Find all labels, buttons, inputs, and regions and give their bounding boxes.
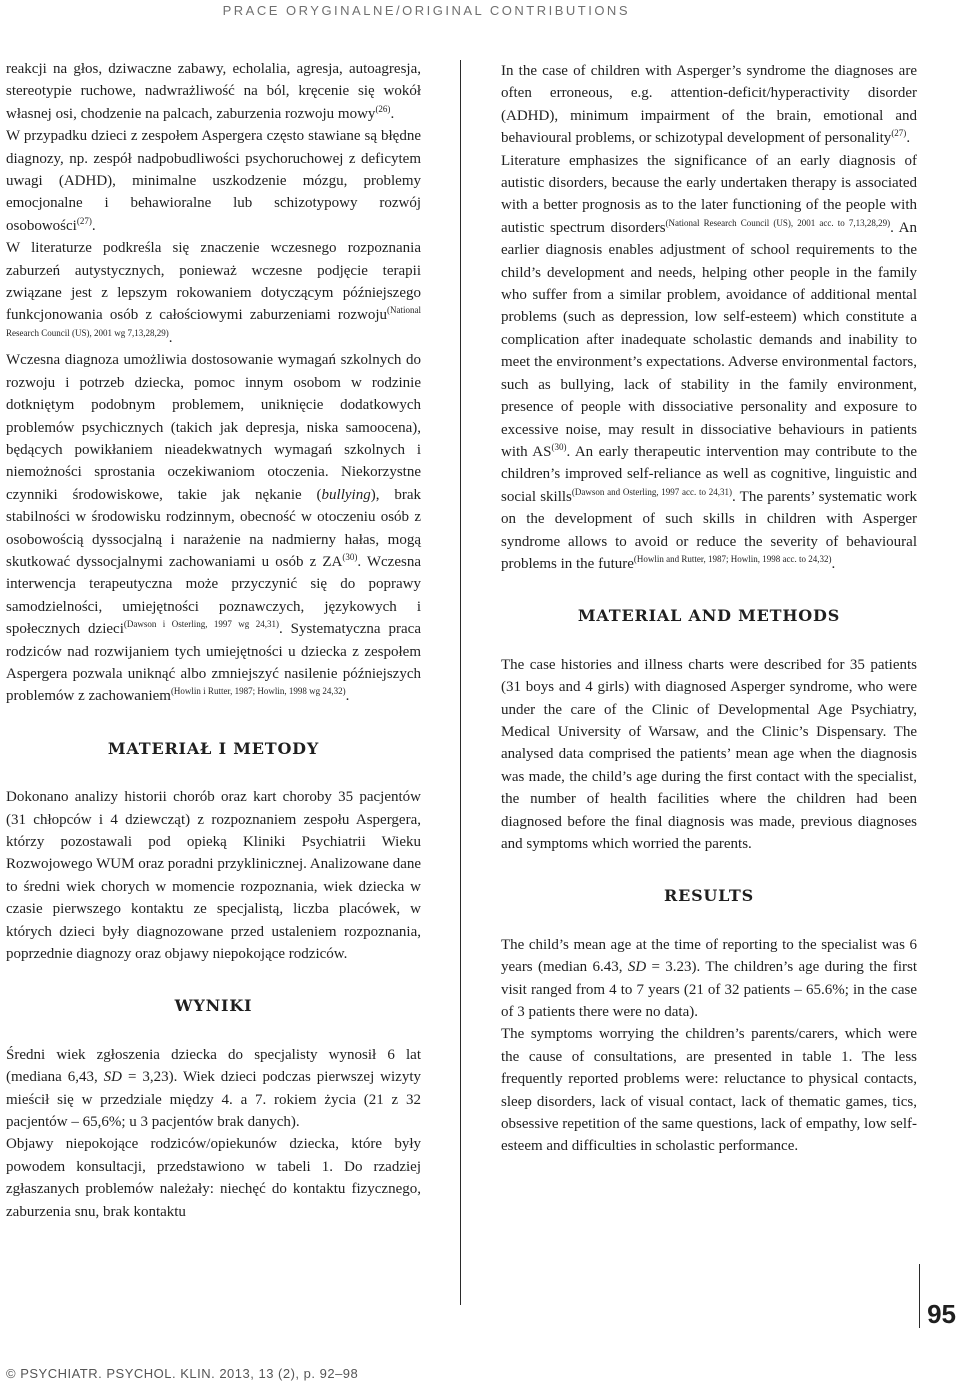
section-heading-methods: MATERIAL AND METHODS	[577, 606, 841, 626]
text: In the case of children with Asperger’s syndrome the diagnoses are often erroneous, e.g. attention-deficit/hyperactivity disorder (ADHD), minimum impairment of the brain, emotional and behavioural problems, or schizotypal development of personality	[501, 63, 917, 147]
italic-term: bullying	[321, 486, 371, 503]
paragraph: Dokonano analizy historii chorób oraz kart choroby 35 pacjentów (31 chłopców i 4 dziewcząt) z rozpoznaniem zespołu Aspergera, którzy pozostawali pod opieką Kliniki Psychiatrii Wieku Rozwojowego WUM oraz poradni przyklinicznej. Analizowane dane to średni wiek chorych w momencie rozpoznania, wiek dziecka w czasie pierwszego kontaktu ze specjalistą, liczba placówek, w których dzieci były diagnozowane przed ustaleniem rozpoznania, poprzednie diagnozy oraz objawy niepokojące rodziców.	[6, 789, 422, 963]
paragraph: The case histories and illness charts were described for 35 patients (31 boys and 4 girls) with diagnosed Asperger syndrome, who were under the care of the Clinic of Developmental Age Psychiatry, Medical University of Warsaw, and the Clinic’s Dispensary. The analysed data comprised the patients’ mean age when the diagnosis was made, the child’s age during the first contact with the specialist, the number of health facilities where the children had been diagnosed before the final diagnosis was made, previous diagnoses and symptoms which worried the parents.	[501, 656, 917, 852]
italic-term: SD	[627, 959, 647, 976]
paragraph: Objawy niepokojące rodziców/opiekunów dziecka, które były powodem konsultacji, przedstawiono w tabeli 1. Do rzadziej zgłaszanych problemów należały: niechęć do kontaktu fizycznego, zaburzenia snu, brak kontaktu	[6, 1136, 421, 1220]
citation: (27)	[891, 128, 907, 139]
paragraph: W literaturze podkreśla się znaczenie wczesnego rozpoznania zaburzeń autystycznych, ponieważ wczesne podjęcie terapii związane jest z lepszym rokowaniem dotyczącym późniejszego funkcjonowania osób z całościowymi zaburzeniami rozwoju$^{(National Research Council (US), 2001 wg 7,13,28,29)}$.	[6, 240, 421, 346]
text: reakcji na głos, dziwaczne zabawy, echolalia, agresja, autoagresja, stereotypie ruchowe, nadwrażliwość na ból, kręcenie się wokół własnej osi, chodzenie na palcach, zaburzenia rozwoju mowy	[6, 61, 421, 122]
text: . An early therapeutic intervention may contribute to the children’s improved self-reliance as well as cognitive, linguistic and social skills	[501, 443, 917, 505]
text: . Systematyczna praca rodziców nad rozwijaniem tych umiejętności u dziecka z zespołem Aspergera pozwala uniknąć albo zmniejszyć nasilenie późniejszych problemów z zachowaniem	[6, 621, 421, 705]
page-number: 95	[927, 1299, 956, 1329]
text: W przypadku dzieci z zespołem Aspergera często stawiane są błędne diagnozy, np. zespół nadpobudliwości psychoruchowej z deficytem uwagi (ADHD), minimalne uszkodzenie mózgu, problemy emocjonalne i behawioralne lub schizotypowy rozwój osobowości	[6, 128, 421, 234]
text: . An earlier diagnosis enables adjustment of school requirements to the child’s development and needs, helping other people in the family who suffer from a similar problem, avoidance of additional mental problems (such as depression, low self-esteem) which constitute a complication after inadequate scholastic demands and inability to meet the environment’s expectations. Adverse environmental factors, such as bullying, lack of stability in the family environment, presence of people with dissociative personality and exposure to excessive noise, may result in dissociative behaviours in patients with AS	[501, 219, 917, 460]
section-heading-methods: MATERIAŁ I METODY	[107, 738, 320, 758]
column-divider	[460, 60, 461, 1305]
paragraph: reakcji na głos, dziwaczne zabawy, echolalia, agresja, autoagresja, stereotypie ruchowe, nadwrażliwość na ból, kręcenie się wokół własnej osi, chodzenie na palcach, zaburzenia rozwoju mowy$^{(26)}$.	[6, 61, 421, 122]
paragraph: In the case of children with Asperger’s syndrome the diagnoses are often erroneous, e.g. attention-deficit/hyperactivity disorder (ADHD), minimum impairment of the brain, emotional and behavioural problems, or schizotypal development of personality$^{(27)}$.	[501, 63, 917, 147]
paragraph: W przypadku dzieci z zespołem Aspergera często stawiane są błędne diagnozy, np. zespół nadpobudliwości psychoruchowej z deficytem uwagi (ADHD), minimalne uszkodzenie mózgu, problemy emocjonalne i behawioralne lub schizotypowy rozwój osobowości$^{(27)}$.	[6, 128, 421, 234]
footer-citation: © PSYCHIATR. PSYCHOL. KLIN. 2013, 13 (2), p. 92–98	[6, 1366, 359, 1381]
text: Średni wiek zgłoszenia dziecka do specjalisty wynosił 6 lat (mediana 6,43,	[6, 1046, 421, 1086]
citation: (National Research Council (US), 2001 acc. to 7,13,28,29)	[665, 217, 891, 228]
running-header: PRACE ORYGINALNE/ORIGINAL CONTRIBUTIONS	[222, 3, 630, 18]
text: Wczesna diagnoza umożliwia dostosowanie wymagań szkolnych do rozwoju i potrzeb dziecka, pomoc innym osobom w rodzinie dotkniętym podobnym problemem, uniknięcie dodatkowych problemów psychicznych (takich jak depresja, niska samoocena), będących powikłaniem nieadekwatnych wymagań szkolnych i niemożności sprostania oczekiwaniom otoczenia. Niekorzystne czynniki środowiskowe, takie jak nękanie (	[6, 352, 421, 503]
citation: (30)	[551, 441, 567, 452]
citation: (Dawson i Osterling, 1997 wg 24,31)	[123, 619, 279, 630]
page-number-rule	[919, 1264, 920, 1328]
text: = 3,23). Wiek dzieci podczas pierwszej wizyty mieścił się w przedziale między 4. a 7. rokiem życia (21 z 32 pacjentów – 65,6%; u 3 pacjentów brak danych).	[6, 1069, 422, 1131]
text: The child’s mean age at the time of reporting to the specialist was 6 years (median 6.43,	[501, 936, 917, 976]
text: = 3.23). The children’s age during the first visit ranged from 4 to 7 years (21 of 32 patients – 65.6%; in the case of 3 patients there were no data).	[501, 959, 917, 1021]
paragraph	[501, 934, 917, 1024]
text: . The parents’ systematic work on the development of such skills in children with Asperger syndrome allows to avoid or reduce the severity of behavioural problems in the future	[501, 488, 917, 572]
left-column-polish	[6, 58, 421, 1223]
paragraph: The symptoms worrying the children’s parents/carers, which were the cause of consultations, are presented in table 1. The less frequently reported problems were: reluctance to physical contacts, sleep disorders, lack of visual contact, lack of thematic games, tics, obsessive repetition of the same questions, lack of empathy, low self-esteem and difficulties in scholastic performance.	[501, 1026, 917, 1155]
paragraph: Literature emphasizes the significance of an early diagnosis of autistic disorders, because the early undertaken therapy is associated with a better prognosis as to the later functioning of the people with autistic spectrum disorders$^{(National Research Council (US), 2001 acc. to 7,13,28,29)}$. An earlier diagnosis enables adjustment of school requirements to the child’s development and needs, helping other people in the family who suffer from a similar problem, avoidance of additional mental problems (such as depression, low self-esteem) which constitute a complication after inadequate scholastic demands and inability to meet the environment’s expectations. Adverse environmental factors, such as bullying, lack of stability in the family environment, presence of people with dissociative personality and exposure to excessive noise, may result in dissociative behaviours in patients with AS$^{(30)}$. An early therapeutic intervention may contribute to the children’s improved self-reliance as well as cognitive, linguistic and social skills$^{(Dawson and Osterling, 1997 acc. to 24,31)}$. The parents’ systematic work on the development of such skills in children with Asperger syndrome allows to avoid or reduce the severity of behavioural problems in the future$^{(Howlin and Rutter, 1987; Howlin, 1998 acc. to 24,32)}$.	[501, 152, 917, 572]
section-heading-results: RESULTS	[663, 886, 754, 906]
paragraph	[6, 1044, 421, 1134]
citation: (30)	[342, 551, 358, 562]
text: ), brak stabilności w środowisku rodzinnym, obecność w otoczeniu osób z osobowością dyssocjalną i narażenie na nadmierny hałas, mogą skutkować dyssocjalnymi zachowaniami u osób z ZA	[6, 486, 421, 570]
text: . Wczesna interwencja terapeutyczna może przyczynić się do poprawy samodzielności, umiejętności poznawczych, językowych i społecznych dzieci	[6, 553, 421, 638]
italic-term: SD	[103, 1069, 123, 1086]
text: Literature emphasizes the significance of an early diagnosis of autistic disorders, because the early undertaken therapy is associated with a better prognosis as to the later functioning of the people with autistic spectrum disorders	[501, 152, 917, 236]
paragraph: Wczesna diagnoza umożliwia dostosowanie wymagań szkolnych do rozwoju i potrzeb dziecka, pomoc innym osobom w rodzinie dotkniętym podobnym problemem, uniknięcie dodatkowych problemów psychicznych (takich jak depresja, niska samoocena), będących powikłaniem nieadekwatnych wymagań szkolnych i niemożności sprostania oczekiwaniom otoczenia. Niekorzystne czynniki środowiskowe, takie jak nękanie (bullying), brak stabilności w środowisku rodzinnym, obecność w otoczeniu osób z osobowością dyssocjalną i narażenie na nadmierny hałas, mogą skutkować dyssocjalnymi zachowaniami u osób z ZA$^{(30)}$. Wczesna interwencja terapeutyczna może przyczynić się do poprawy samodzielności, umiejętności poznawczych, językowych i społecznych dzieci$^{(Dawson i Osterling, 1997 wg 24,31)}$. Systematyczna praca rodziców nad rozwijaniem tych umiejętności u dziecka z zespołem Aspergera pozwala uniknąć albo zmniejszyć nasilenie późniejszych problemów z zachowaniem$^{(Howlin i Rutter, 1987; Howlin, 1998 wg 24,32)}$.	[6, 352, 421, 705]
citation: (Howlin and Rutter, 1987; Howlin, 1998 acc. to 24,32)	[633, 553, 832, 564]
citation: (Howlin i Rutter, 1987; Howlin, 1998 wg 24,32)	[170, 686, 346, 697]
citation: (National Research Council (US), 2001 wg 7,13,28,29)	[6, 305, 421, 338]
right-column-english	[501, 60, 917, 1158]
section-heading-results: WYNIKI	[174, 996, 253, 1016]
citation: (26)	[375, 103, 391, 114]
citation: (27)	[76, 215, 92, 226]
citation: (Dawson and Osterling, 1997 acc. to 24,31)	[571, 486, 732, 497]
text: W literaturze podkreśla się znaczenie wczesnego rozpoznania zaburzeń autystycznych, ponieważ wczesne podjęcie terapii związane jest z lepszym rokowaniem dotyczącym późniejszego funkcjonowania osób z całościowymi zaburzeniami rozwoju	[6, 240, 421, 324]
